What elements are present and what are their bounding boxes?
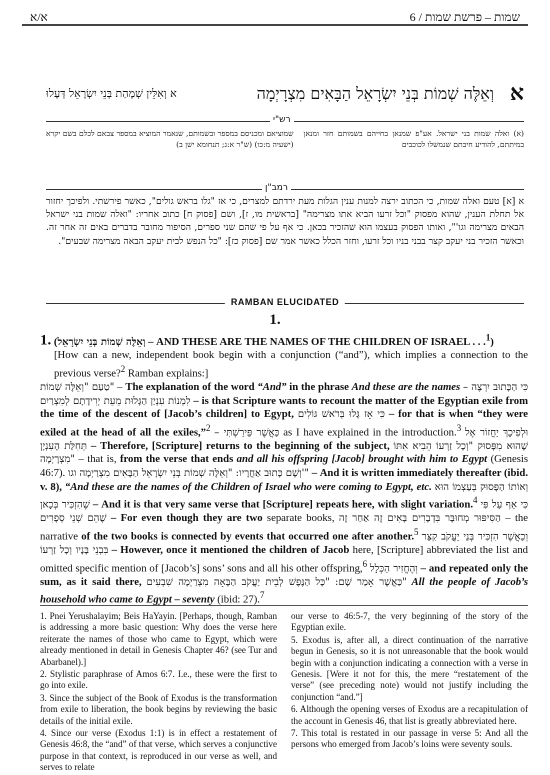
ramban-hebrew-text: א [א] טעם ואלה שמות, כי הכתוב ירצה למנות ענין הגלות מעת ירדתם למצרים, כי אז "גלו בראש גולים", כאשר פירשתי. ולפיכך יחזור אל תחלת הענין, שהוא מפסוק "וכל זרעו הביא אתו מצרימה" [בראשית מו, ז], ושם [פסוק ח] כתוב אחריו: "ואלה שמות בני ישראל הבאים מצרימה וגו'", ואותו הפסוק בעצמו הוא שהזכיר בכאן. כי אף על פי שהם שני ספרים, הסיפור מחובר בדברים באים זה אחר זה. וכאשר הזכיר בני יעקב קצר בבני בניו וכל זרעו, וחזר הכלל כאשר אמר שם [פסוק כז]: "כל הנפש לבית יעקב הבאה מצרימה שבעים". bbox=[46, 196, 524, 247]
header-rule bbox=[22, 24, 528, 26]
rashi-commentary bbox=[46, 128, 524, 150]
verse-targum-text: א וְאִלֵּין שְׁמָהַת בְּנֵי יִשְׂרָאֵל דְּעָלוּ bbox=[46, 87, 177, 100]
footnote-ref: 6 bbox=[362, 558, 368, 569]
header-book-title: שמות – פרשת שמות / 6 bbox=[409, 10, 520, 24]
elucidation-intro: [How can a new, independent book begin with a conjunction (“and”), which implies a connection to the previous verse?$^2$ Ramban explains:] bbox=[54, 349, 528, 380]
elucidation-body bbox=[40, 331, 528, 608]
footnote-ref: 3 bbox=[456, 422, 462, 433]
footnote-ref: 1 bbox=[485, 332, 491, 342]
footnote: 5. Exodus is, after all, a direct continuation of the narrative begun in Genesis, so it is not unreasonable that the book would begin with a conjunction indicating a connection with a verse in Genesis. [Were it not for this, the mere “restatement of the verse” (see preceding note) would not justify including the conjunction “and.”] bbox=[291, 634, 528, 702]
footnote-ref: 2 bbox=[206, 422, 211, 433]
rashi-column-left: שמוציאם ומכניסם במספר ובשמותם, שנאמר המוציא במספר צבאם לכלם בשם יקרא (ישעיה מ:כו) (ש"ר א:ג; תנחומא ישן ב) bbox=[46, 129, 294, 149]
verse-hebrew-text: וְאֵלֶּה שְׁמוֹת בְּנֵי יִשְׂרָאֵל הַבָּאִים מִצְרָיְמָה bbox=[256, 84, 494, 103]
footnote-ref: 4 bbox=[473, 495, 478, 506]
footnote: 6. Although the opening verses of Exodus are a recapitulation of the account in Genesis 46, that list is greatly abbreviated here. bbox=[291, 704, 528, 726]
lead-hebrew: וְאֵלֶּה שְׁמוֹת בְּנֵי יִשְׂרָאֵל bbox=[57, 336, 146, 348]
footnote: 4. Since our verse (Exodus 1:1) is in effect a restatement of Genesis 46:8, the “and” of that verse, which serves a conjunctive purpose in that context, is reproduced in our verse as well, and serves to relate bbox=[40, 728, 277, 773]
lead-number: 1. bbox=[40, 332, 52, 349]
footnotes bbox=[40, 611, 528, 775]
footnotes-column-right bbox=[291, 611, 528, 775]
header-chapter-ref: א/א bbox=[30, 10, 48, 24]
lead-english: – AND THESE ARE THE NAMES OF THE CHILDREN OF ISRAEL . . . bbox=[145, 335, 486, 348]
elucidated-label: RAMBAN ELUCIDATED bbox=[225, 297, 345, 307]
footnote: 7. This total is restated in our passage in verse 5: And all the persons who emerged from Jacob’s loins were seventy souls. bbox=[291, 728, 528, 750]
footnotes-rule bbox=[40, 605, 528, 606]
footnote-ref: 7 bbox=[259, 590, 265, 601]
verse-number-letter: א bbox=[509, 80, 524, 106]
footnote-ref: 2 bbox=[120, 363, 126, 374]
rashi-column-right: (א) ואלה שמות בני ישראל. אע"פ שמנאן בחייהם בשמותם חזר ומנאן במיתתם, להודיע חיבתם שנמשלו לכוכבים bbox=[303, 129, 524, 149]
ramban-tag: רמב"ן bbox=[262, 183, 291, 193]
footnote: 1. Pnei Yerushalayim; Beis HaYayin. [Perhaps, though, Ramban is addressing a more basic question: Why does the verse here reiterate the names of those who came to Egypt, which were already mentioned in detail in Genesis Chapter 46? (see Tur and Abarbanel).] bbox=[40, 611, 277, 667]
footnote: 3. Since the subject of the Book of Exodus is the transformation from exile to liberation, the book begins by reviewing the basic details of the initial exile. bbox=[40, 692, 277, 726]
elucidation-paragraph: טַעַם "וְאֵלֶּה שְׁמוֹת" – The explanation of the word “And” in the phrase And these are the names – כִּי הַכָּתוּב יִרְצֶה לִמְנוֹת עִנְיַן הַגָּלוּת מֵעֵת יְרִידָתָם לְמִצְרַיִם – is that Scripture wants to recount the matter of the Egyptian exile from the time of the descent of [Jacob’s children] to Egypt, כִּי אָז גָּלוּ בְּרֹאשׁ גּוֹלִים – for that is when “they were exiled at the head of all the exiles,”$^2$ – כַּאֲשֶׁר פֵּירַשְׁתִּי as I have explained in the introduction.$^3$ וּלְפִיכָךְ יַחֲזוֹר אֶל תְּחִלַּת הָעִנְיָן – Therefore, [Scripture] returns to the beginning of the subject, שֶׁהוּא מִפָּסוּק "וְכָל זַרְעוֹ הֵבִיא אִתּוֹ מִצְרָיְמָה" – that is, from the verse that ends and all his offspring [Jacob] brought with him to Egypt (Genesis 46:7). וְשָׁם כָּתוּב אַחֲרָיו: "וְאֵלֶּה שְׁמוֹת בְּנֵי יִשְׂרָאֵל הַבָּאִים מִצְרַיְמָה וגו'" – And it is written immediately thereafter (ibid. v. 8), “And these are the names of the Children of Israel who were coming to Egypt, etc. וְאוֹתוֹ הַפָּסוּק בְּעַצְמוֹ הוּא שֶׁהִזְכִּיר בְּכָאן – And it is that very same verse that [Scripture] repeats here, with slight variation.$^4$ כִּי אַף עַל פִּי שֶׁהֵם שְׁנֵי סְפָרִים – For even though they are two separate books, הַסִּיפּוּר מְחוּבָּר בִּדְבָרִים בָּאִים זֶה אַחַר זֶה – the narrative of the two books is connected by events that occurred one after another.$^5$ וְכַאֲשֶׁר הִזְכִּיר בְּנֵי יַעֲקֹב קִצֵּר בִּבְנֵי בָּנָיו וְכָל זַרְעוֹ – However, once it mentioned the children of Jacob here, [Scripture] abbreviated the list and omitted specific mention of [Jacob’s] sons’ sons and all his other offspring,$^6$ וְהֶחֱזִיר הַכְּלָל – and repeated only the sum, as it said there, כַּאֲשֶׁר אָמַר שָׁם: "כָּל הַנֶּפֶשׁ לְבֵית יַעֲקֹב הַבָּאָה מִצְרַיְמָה שִׁבְעִים" All the people of Jacob’s household who came to Egypt – seventy (ibid: 27).$^7$ bbox=[40, 380, 529, 607]
footnote: our verse to 46:5-7, the very beginning of the story of the Egyptian exile. bbox=[291, 611, 528, 633]
footnote-ref: 5 bbox=[414, 526, 419, 537]
verse-line bbox=[46, 80, 524, 106]
footnotes-column-left bbox=[40, 611, 277, 775]
rashi-tag: רש"י bbox=[270, 115, 294, 125]
ramban-elucidated-band bbox=[46, 297, 524, 309]
footnote: 2. Stylistic paraphrase of Amos 6:7. I.e., these were the first to go into exile. bbox=[40, 669, 277, 691]
running-header bbox=[22, 4, 528, 26]
comment-number: 1. bbox=[269, 312, 281, 328]
elucidation-lead: 1. (וְאֵלֶּה שְׁמוֹת בְּנֵי יִשְׂרָאֵל – AND THESE ARE THE NAMES OF THE CHILDREN OF ISRAEL . . .$^1$) bbox=[40, 332, 494, 349]
